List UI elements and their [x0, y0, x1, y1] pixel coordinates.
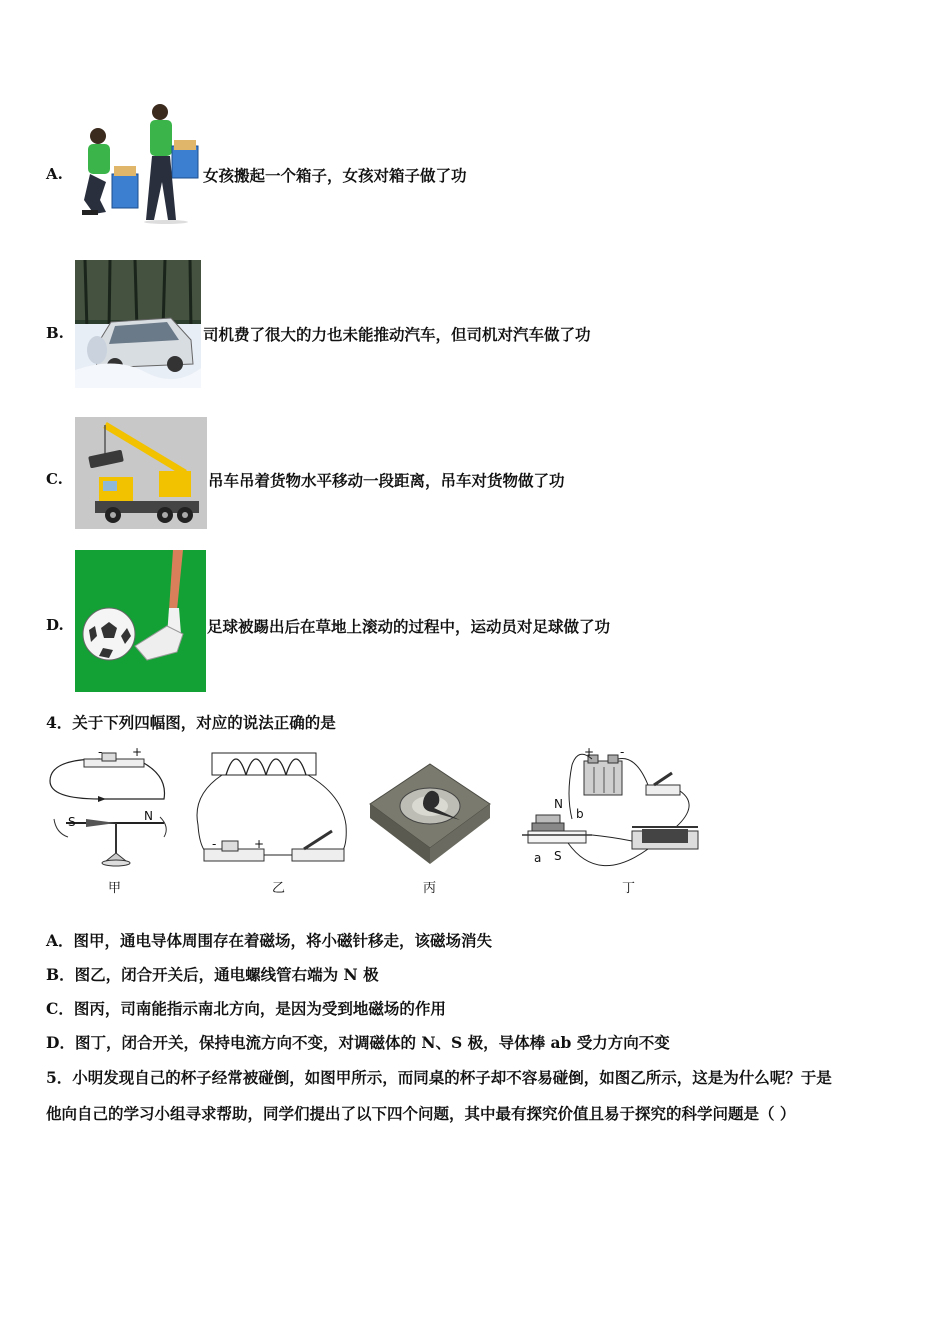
minus-label: - [98, 745, 103, 759]
n-pole-label: N [144, 809, 153, 823]
plus-label: + [254, 837, 265, 851]
question-5-line-1: 5．小明发现自己的杯子经常被碰倒，如图甲所示，而同桌的杯子却不容易碰倒，如图乙所示，这是为什么呢？于是 [46, 1068, 832, 1087]
option-letter: B. [46, 324, 64, 342]
option-text: 司机费了很大的力也未能推动汽车，但司机对汽车做了功 [203, 325, 591, 344]
plus-label: + [132, 745, 143, 759]
a-label: a [534, 851, 542, 865]
figure-ding [508, 745, 704, 895]
s-pole-label: S [554, 849, 562, 863]
kicking-soccer-ball-image [75, 550, 206, 692]
q4-option-a: A．图甲，通电导体周围存在着磁场，将小磁针移走，该磁场消失 [46, 931, 493, 950]
q4-option-c: C．图丙，司南能指示南北方向，是因为受到地磁场的作用 [46, 999, 446, 1018]
option-letter: A. [46, 165, 63, 183]
car-in-snow-image [75, 260, 201, 388]
n-pole-label: N [554, 797, 563, 811]
plus-label: + [584, 745, 595, 759]
figure-caption: 乙 [272, 881, 286, 896]
figure-caption: 丙 [423, 881, 437, 896]
option-text: 女孩搬起一个箱子，女孩对箱子做了功 [203, 166, 467, 185]
figure-caption: 丁 [622, 881, 636, 896]
figure-bing [368, 760, 492, 895]
crane-truck-image [75, 417, 207, 529]
figure-jia [46, 745, 172, 895]
q4-option-b: B．图乙，闭合开关后，通电螺线管右端为 N 极 [46, 965, 379, 984]
figure-caption: 甲 [108, 881, 122, 896]
question-5-line-2: 他向自己的学习小组寻求帮助，同学们提出了以下四个问题，其中最有探究价值且易于探究的科学问题是（ ） [46, 1104, 796, 1123]
minus-label: - [620, 745, 625, 759]
minus-label: - [212, 837, 217, 851]
option-text: 吊车吊着货物水平移动一段距离，吊车对货物做了功 [208, 471, 565, 490]
s-pole-label: S [68, 815, 76, 829]
figure-yi [192, 745, 352, 895]
option-letter: D. [46, 616, 64, 634]
b-label: b [576, 807, 584, 821]
girl-lifting-box-image [76, 102, 200, 224]
question-4-stem: 4．关于下列四幅图，对应的说法正确的是 [46, 713, 336, 732]
option-letter: C. [46, 470, 63, 488]
option-text: 足球被踢出后在草地上滚动的过程中，运动员对足球做了功 [207, 617, 611, 636]
q4-option-d: D．图丁，闭合开关，保持电流方向不变，对调磁体的 N、S 极，导体棒 ab 受力方向不变 [46, 1033, 670, 1052]
